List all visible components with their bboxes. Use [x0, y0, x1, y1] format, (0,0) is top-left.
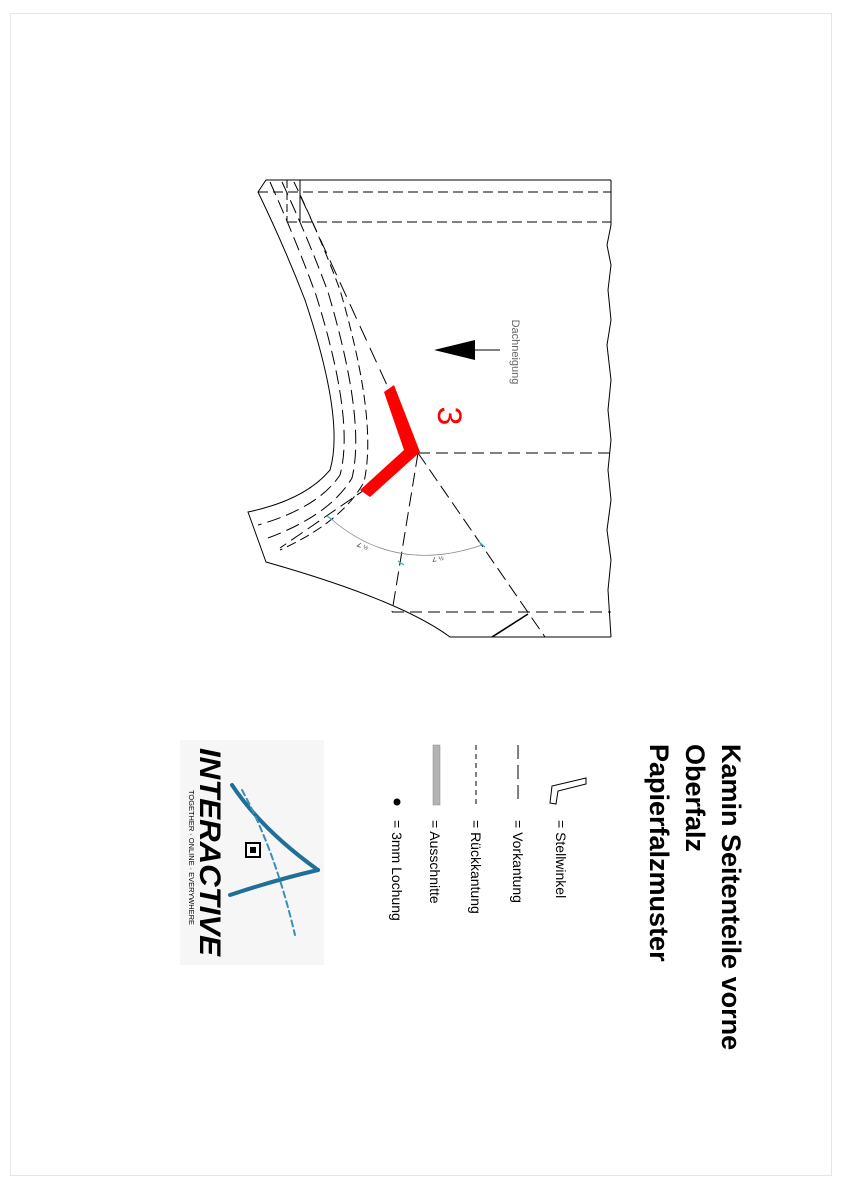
interactive-logo — [180, 740, 324, 965]
fold-curve-1 — [258, 182, 344, 525]
pattern-number: 3 — [430, 406, 468, 426]
legend-vorkantung: = Vorkantung — [510, 820, 526, 903]
title-block — [644, 744, 746, 1050]
arrow-label: Dachneigung — [509, 319, 521, 385]
fold-bottom-slash — [492, 614, 528, 637]
arc-marker-2 — [398, 561, 404, 565]
arc-angle-label-1: ∠ ½ — [355, 542, 369, 553]
arc-angle-label-2: ∠ ½ — [431, 555, 445, 564]
hole-dot-icon — [394, 799, 401, 806]
direction-arrow-icon — [434, 340, 500, 360]
pattern-outline — [248, 180, 611, 637]
legend-stellwinkel: = Stellwinkel — [553, 820, 569, 899]
corner-bracket-red — [360, 385, 420, 497]
logo-name: INTERACTIVE — [193, 748, 226, 949]
arc-marker-1 — [327, 516, 333, 520]
legend-ausschnitte-bar — [433, 745, 440, 805]
legend-lochung: = 3mm Lochung — [389, 820, 405, 921]
legend-rueckkantung: = Rückkantung — [468, 820, 484, 914]
legend — [389, 745, 586, 921]
pattern-torn-edge — [607, 180, 611, 637]
corner-bracket-icon — [550, 778, 586, 804]
title-line-3: Papierfalzmuster — [644, 744, 674, 962]
logo-tagline: TOGETHER · ONLINE · EVERYWHERE — [187, 790, 194, 917]
title-line-1: Kamin Seitenteile vorne — [716, 744, 746, 1051]
logo-mark-inner — [250, 847, 256, 853]
fold-curve-2 — [268, 182, 356, 538]
fold-ray-1 — [392, 453, 418, 612]
title-line-2: Oberfalz — [680, 744, 710, 853]
legend-ausschnitte: = Ausschnitte — [427, 820, 443, 904]
fold-pattern — [248, 180, 611, 637]
